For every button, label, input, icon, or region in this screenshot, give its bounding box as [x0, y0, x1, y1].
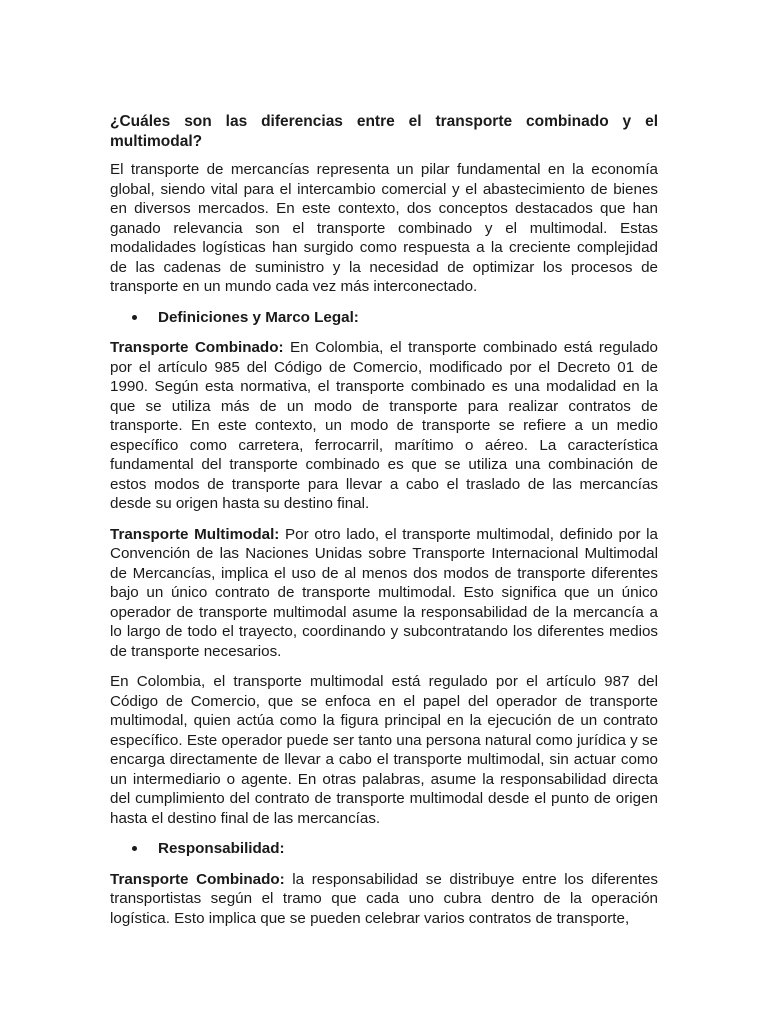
section-heading-definiciones	[110, 308, 658, 328]
term-transporte-combinado: Transporte Combinado:	[110, 339, 284, 356]
bullet-icon	[132, 846, 137, 851]
intro-paragraph: El transporte de mercancías representa un pilar fundamental en la economía global, siendo vital para el intercambio comercial y el abastecimiento de bienes en diversos mercados. En este contexto, dos conceptos destacados que han ganado relevancia son el transporte combinado y el multimodal. Estas modalidades logísticas han surgido como respuesta a la creciente complejidad de las cadenas de suministro y la necesidad de optimizar los procesos de transporte en un mundo cada vez más interconectado.	[110, 161, 658, 295]
section-heading-label: Responsabilidad:	[158, 840, 285, 857]
term-transporte-multimodal: Transporte Multimodal:	[110, 525, 280, 543]
paragraph-transporte-combinado	[110, 338, 658, 514]
section-heading-label: Definiciones y Marco Legal:	[158, 308, 359, 326]
paragraph-text: En Colombia, el transporte combinado está regulado por el artículo 985 del Código de Comercio, modificado por el Decreto 01 de 1990. Según esta normativa, el transporte combinado es una modalidad en la que se utiliza más de un modo de transporte para realizar contratos de transporte. En este contexto, un modo de transporte se refiere a un medio específico como carretera, ferrocarril, marítimo o aéreo. La característica fundamental del transporte combinado es que se utiliza una combinación de estos modos de transporte para llevar a cabo el traslado de las mercancías desde su origen hasta su destino final.	[110, 339, 658, 512]
bullet-icon	[132, 315, 137, 320]
section-heading-responsabilidad	[110, 839, 658, 859]
document-title: ¿Cuáles son las diferencias entre el transporte combinado y el multimodal?	[110, 113, 658, 150]
paragraph-colombia-multimodal: En Colombia, el transporte multimodal está regulado por el artículo 987 del Código de Comercio, que se enfoca en el papel del operador de transporte multimodal, quien actúa como la figura principal en la ejecución de un contrato específico. Este operador puede ser tanto una persona natural como jurídica y se encarga directamente de llevar a cabo el transporte multimodal, sin actuar como un intermediario o agente. En otras palabras, asume la responsabilidad directa del cumplimiento del contrato de transporte multimodal desde el punto de origen hasta el destino final de las mercancías.	[110, 673, 658, 827]
paragraph-transporte-multimodal	[110, 525, 658, 662]
paragraph-responsabilidad-combinado	[110, 870, 658, 929]
paragraph-text: Por otro lado, el transporte multimodal, definido por la Convención de las Naciones Unidas sobre Transporte Internacional Multimodal de Mercancías, implica el uso de al menos dos modos de transporte diferentes bajo un único contrato de transporte multimodal. Esto significa que un único operador de transporte multimodal asume la responsabilidad de la mercancía a lo largo de todo el trayecto, coordinando y subcontratando los diferentes medios de transporte necesarios.	[110, 525, 658, 660]
paragraph-text: la responsabilidad se distribuye entre los diferentes transportistas según el tramo que cada uno cubra dentro de la operación logística. Esto implica que se pueden celebrar varios contratos de transporte,	[110, 870, 658, 927]
term-transporte-combinado: Transporte Combinado:	[110, 870, 285, 888]
